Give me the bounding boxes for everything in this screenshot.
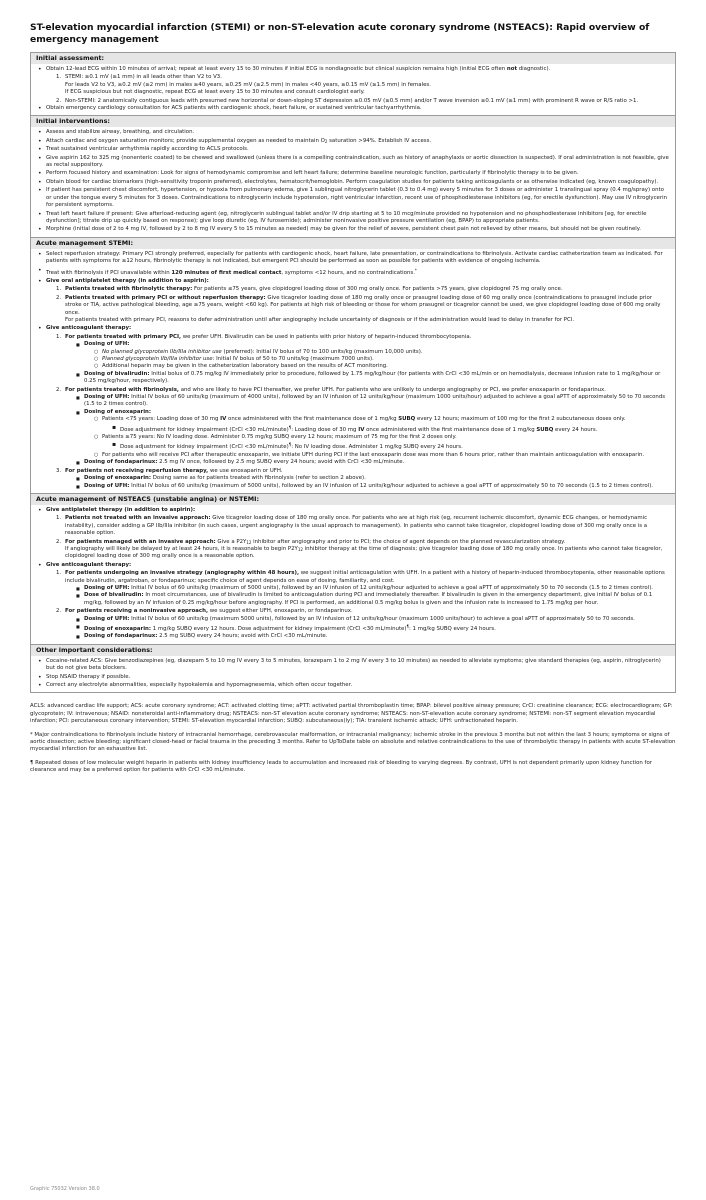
list-item bbox=[75, 409, 669, 459]
text-bold: Dosing of fondaparinux: bbox=[84, 459, 158, 466]
list-item bbox=[37, 562, 669, 641]
text-bold: For patients undergoing an invasive strategy (angiography within 48 hours), bbox=[65, 570, 299, 577]
text: diagnostic). bbox=[517, 66, 551, 72]
list-item bbox=[56, 515, 669, 537]
list-item bbox=[94, 349, 669, 356]
list-item: • Select reperfusion strategy: Primary PCI strongly preferred, especially for patients with cardiogenic shock, heart failure, late presentation, or contraindications to fibrinolysis. Activate cardiac catheterization team as indicated. For patients with symptoms for ≥12 hours, fibrinolytic therapy is not indicated, but emergent PCI should be performed as soon as possible for patients with evidence of ongoing ischemia. bbox=[37, 251, 669, 266]
graphic-version-label: Graphic 75032 Version 38.0 bbox=[30, 1186, 100, 1192]
list-item bbox=[37, 138, 669, 145]
subscript: 12 bbox=[246, 539, 252, 545]
footnote-mark: * bbox=[414, 267, 417, 273]
list-number: 2. bbox=[56, 608, 62, 615]
overview-table bbox=[30, 52, 676, 693]
list-item bbox=[94, 434, 669, 452]
section-other bbox=[31, 656, 675, 693]
list-item: • Stop NSAID therapy if possible. bbox=[37, 674, 669, 681]
text-bold: Dosing of enoxaparin: bbox=[84, 475, 152, 482]
list-number: 1. bbox=[56, 515, 62, 522]
abbreviations-note: ACLS: advanced cardiac life support; ACS: acute coronary syndrome; ACT: activated clotting time; aPTT: activated partial thromboplastin time; BPAP: bilevel positive airway pressure; CrCl: creatinine clearance; ECG: electrocardiogram; GP: glycoprotein; IV: intravenous; NSAID: nonsteroidal anti-inflammatory drug; NSTEACS: non-ST elevation acute coronary syndrome; NSTEACS: non-ST-elevation acute coronary syndrome; NSTEMI: non-ST segment elevation myocardial infarction; PCI: percutaneous coronary intervention; STEMI: ST-elevation myocardial infarction; SUBQ: subcutaneous(ly); TIA: transient ischemic attack; UFH: unfractionated heparin. bbox=[30, 703, 673, 725]
text-bold: Dose of bivalirudin: bbox=[84, 592, 144, 599]
text: Patients <75 years: Loading dose of 30 mg bbox=[102, 416, 221, 423]
text: Obtain 12-lead ECG within 10 minutes of arrival; repeat at least every 15 to 30 minutes if initial ECG is nondiagnostic but clinical suspicion remains high (initial ECG often bbox=[46, 66, 507, 72]
text: For patients treated with primary PCI, reasons to defer administration until after angiography include uncertainty of diagnosis or if the administration would lead to delay in transfer for PCI. bbox=[65, 316, 575, 323]
text: we suggest either UFH, enoxaparin, or fondaparinux. bbox=[208, 608, 353, 615]
list-item: • Assess and stabilize airway, breathing, and circulation. bbox=[37, 129, 669, 136]
text: Treat with fibrinolysis if PCI unavailable within bbox=[46, 269, 172, 276]
text-block bbox=[65, 546, 669, 561]
section-heading-stemi: Acute management STEMI: bbox=[31, 237, 675, 249]
text: Initial IV bolus of 60 units/kg (maximum of 5000 units), followed by an IV infusion of 12 units/kg/hour adjusted to achieve a goal aPTT of approximately 50 to 70 seconds (1.5 to 2 times control). bbox=[129, 584, 654, 591]
list-item bbox=[75, 623, 669, 633]
text: , symptoms <12 hours, and no contraindications. bbox=[281, 269, 415, 276]
list-item: • Give aspirin 162 to 325 mg (nonenteric coated) to be chewed and swallowed (unless there is a compelling contraindication, such as history of anaphylaxis or aortic dissection is suspected). If oral administration is not feasible, give as rectal suppository. bbox=[37, 155, 669, 170]
text: : Loading dose of 30 mg bbox=[291, 426, 359, 433]
text: STEMI: ≥0.1 mV (≥1 mm) in all leads other than V2 to V3. bbox=[65, 74, 222, 81]
list-item bbox=[56, 98, 669, 105]
list-item bbox=[75, 459, 669, 466]
list-number: 1. bbox=[56, 570, 62, 577]
section-initial-interventions bbox=[31, 127, 675, 236]
text: we suggest initial anticoagulation with UFH. In a patient with a history of heparin-induced thrombocytopenia, other reasonable options include bivalirudin, argatroban, or fondaparinux; specific choice of agent depends on ease of dosing, familiarity, and cost. bbox=[65, 570, 665, 584]
list-item: • Obtain blood for cardiac biomarkers (high-sensitivity troponin preferred), electrolytes, hematocrit/hemoglobin. Perform coagulation studies for patients taking anticoagulants or as otherwise indicated (eg, known coagulopathy). bbox=[37, 179, 669, 186]
text-bold: Dosing of fondaparinux: bbox=[84, 633, 158, 640]
text: 2.5 mg SUBQ every 24 hours; avoid with CrCl <30 mL/minute. bbox=[157, 633, 328, 640]
footnotes bbox=[30, 703, 676, 774]
text: once administered with the first maintenance dose of 1 mg/kg bbox=[364, 426, 537, 433]
list-item bbox=[75, 371, 669, 386]
list-item: • Perform focused history and examination: Look for signs of hemodynamic compromise and left heart failure; determine baseline neurologic function, particularly if fibrinolytic therapy is to be given. bbox=[37, 170, 669, 177]
list-item bbox=[112, 441, 669, 451]
text-bold: Patients not treated with an invasive approach: bbox=[65, 515, 211, 522]
list-item bbox=[37, 507, 669, 561]
subscript: 2 bbox=[324, 138, 328, 144]
text: inhibitor after angiography and prior to PCI; the choice of agent depends on the planned revascularization strategy. bbox=[251, 538, 566, 545]
text-bold: Dosing of UFH: bbox=[84, 482, 130, 489]
list-number: 2. bbox=[56, 294, 62, 301]
section-heading-initial-interventions: Initial interventions: bbox=[31, 115, 675, 127]
text-bold: Give anticoagulant therapy: bbox=[46, 561, 132, 568]
text-bold: Patients treated with primary PCI or without reperfusion therapy: bbox=[65, 294, 266, 301]
text-bold: Dosing of bivalirudin: bbox=[84, 370, 150, 377]
text-bold: For patients not receiving reperfusion therapy, bbox=[65, 467, 209, 474]
text-bold: not bbox=[506, 66, 518, 72]
list-item: • Cocaine-related ACS: Give benzodiazepines (eg, diazepam 5 to 10 mg IV every 3 to 5 minutes, lorazepam 1 to 2 mg IV every 3 to 10 minutes) as needed to alleviate symptoms; give standard therapies (eg, aspirin, nitroglycerin) but do not give beta blockers. bbox=[37, 658, 669, 673]
text: Initial bolus of 0.75 mg/kg IV immediately prior to procedure, followed by 1.75 mg/kg/hour (for patients with CrCl <30 mL/min or on hemodialysis, decrease infusion rate to 1 mg/kg/hour or 0.25 mg/kg/hour, respectively). bbox=[84, 370, 661, 385]
text-italic: No planned glycoprotein IIb/IIIa inhibitor use bbox=[102, 348, 222, 355]
list-item bbox=[56, 570, 669, 607]
list-item: • Treat sustained ventricular arrhythmia rapidly according to ACLS protocols. bbox=[37, 146, 669, 153]
list-item bbox=[75, 483, 669, 490]
list-item bbox=[75, 592, 669, 607]
list-item bbox=[56, 387, 669, 467]
list-item bbox=[75, 394, 669, 409]
text-italic: Planned glycoprotein IIb/IIIa inhibitor use bbox=[102, 356, 213, 362]
list-item bbox=[56, 468, 669, 490]
text-bold: For patients treated with primary PCI, bbox=[65, 333, 182, 340]
list-number: 2. bbox=[56, 97, 62, 104]
text-bold: Give anticoagulant therapy: bbox=[46, 325, 132, 332]
list-number: 1. bbox=[56, 333, 62, 340]
text-bold: Dosing of enoxaparin: bbox=[84, 626, 152, 632]
text: In most circumstances, use of bivalirudin is limited to anticoagulation during PCI and immediately thereafter. If bivalirudin is given in the emergency department, give initial IV bolus of 0.1 mg/kg, followed by an IV infusion of 0.25 mg/kg/hour before angiography. If PCI is performed, an additional 0.5 mg/kg bolus is given and the infusion rate is increased to 1.75 mg/kg per hour. bbox=[84, 592, 653, 606]
text-bold: For patients treated with fibrinolysis, bbox=[65, 386, 179, 393]
text-bold: Dosing of UFH: bbox=[84, 341, 130, 348]
list-item bbox=[75, 475, 669, 482]
text: Give a P2Y bbox=[215, 538, 247, 545]
text-bold: Give antiplatelet therapy (in addition to aspirin): bbox=[46, 506, 196, 513]
page-title: ST-elevation myocardial infarction (STEMI) or non-ST-elevation acute coronary syndrome (NSTEACS): Rapid overview of emergency management bbox=[30, 22, 650, 45]
text-bold: Dosing of enoxaparin: bbox=[84, 408, 152, 415]
list-item bbox=[112, 424, 669, 434]
text: Dose adjustment for kidney impairment (CrCl <30 mL/minute) bbox=[120, 444, 289, 451]
text-bold: IV bbox=[220, 416, 227, 423]
list-item: ○ Additional heparin may be given in the catheterization laboratory based on the results of ACT monitoring. bbox=[94, 363, 669, 370]
text-bold: For patients managed with an invasive approach: bbox=[65, 538, 216, 545]
footnote-mark: ¶ bbox=[288, 442, 292, 448]
section-initial-assessment bbox=[31, 64, 675, 115]
text: For leads V2 to V3, ≥0.2 mV (≥2 mm) in males ≥40 years, ≥0.25 mV (≥2.5 mm) in males <40 years, ≥0.15 mV (≥1.5 mm) in females. bbox=[65, 81, 431, 88]
text: Non-STEMI: 2 anatomically contiguous leads with presumed new horizontal or down-sloping ST depression ≥0.05 mV (≥0.5 mm) and/or T wave inversion ≥0.1 mV (≥1 mm) with prominent R wave or R/S ratio >1. bbox=[65, 97, 639, 104]
list-item bbox=[37, 66, 669, 105]
list-item bbox=[37, 267, 669, 277]
list-item bbox=[56, 286, 669, 293]
text: every 24 hours. bbox=[553, 426, 598, 433]
list-number: 1. bbox=[56, 286, 62, 293]
text-bold: 120 minutes of first medical contact bbox=[171, 269, 282, 276]
footnote-mark: ¶ bbox=[406, 624, 410, 629]
section-heading-initial-assessment: Initial assessment: bbox=[31, 53, 675, 64]
text: If ECG suspicious but not diagnostic, repeat ECG at least every 15 to 30 minutes and consult cardiologist early. bbox=[65, 89, 365, 96]
text-bold: Patients treated with fibrinolytic therapy: bbox=[65, 286, 193, 293]
text: Initial IV bolus of 60 units/kg (maximum of 5000 units), followed by an IV infusion of 12 units/kg/hour adjusted to achieve a goal aPTT of approximately 50 to 70 seconds (1.5 to 2 times control). bbox=[129, 482, 654, 489]
list-item: • If patient has persistent chest discomfort, hypertension, or hypoxia from pulmonary edema, give 1 sublingual nitroglycerin tablet (0.3 to 0.4 mg) every 5 minutes for 3 doses or administer 1 translingual spray (0.4 mg/spray) onto or under the tongue every 5 minutes for 3 doses. Contraindications to nitroglycerin include hypotension, right ventricular infarction, recent use of phosphodiesterase inhibitors (eg, for erectile dysfunction). May use IV nitroglycerin for persistent symptoms. bbox=[37, 187, 669, 209]
text: saturation >94%. Establish IV access. bbox=[327, 137, 432, 144]
list-item: • Correct any electrolyte abnormalities, especially hypokalemia and hypomagnesemia, which often occur together. bbox=[37, 682, 669, 689]
list-number: 2. bbox=[56, 386, 62, 393]
text-bold: IV bbox=[358, 426, 365, 433]
text-bold: Dosing of UFH: bbox=[84, 394, 130, 401]
text: : Initial IV bolus of 50 to 70 units/kg (maximum 7000 units). bbox=[212, 356, 374, 362]
list-item bbox=[56, 608, 669, 641]
list-item bbox=[56, 539, 669, 561]
list-item bbox=[75, 341, 669, 371]
list-number: 3. bbox=[56, 467, 62, 474]
text-bold: Give oral antiplatelet therapy (in addition to aspirin): bbox=[46, 277, 209, 284]
list-item bbox=[37, 325, 669, 490]
list-item bbox=[94, 416, 669, 434]
section-heading-nsteacs: Acute management of NSTEACS (unstable angina) or NSTEMI: bbox=[31, 493, 675, 505]
text: every 12 hours; maximum of 100 mg for the first 2 subcutaneous doses only. bbox=[415, 416, 626, 423]
list-item bbox=[75, 616, 669, 623]
text: once administered with the first maintenance dose of 1 mg/kg bbox=[226, 416, 399, 423]
text: Patients ≥75 years: No IV loading dose. Administer 0.75 mg/kg SUBQ every 12 hours; maximum of 75 mg for the first 2 doses only. bbox=[102, 434, 457, 441]
list-item bbox=[37, 278, 669, 324]
text: 1 mg/kg SUBQ every 12 hours. Dose adjustment for kidney impairment (CrCl <30 mL/minute) bbox=[151, 626, 407, 632]
text: inhibitor therapy at the time of diagnosis; give ticagrelor loading dose of 180 mg orally once. In patients who cannot take ticagrelor, clopidogrel loading dose of 300 mg orally once is a reasonable option. bbox=[65, 545, 663, 560]
list-item: • Morphine (initial dose of 2 to 4 mg IV, followed by 2 to 8 mg IV every 5 to 15 minutes as needed) may be given for the relief of severe, persistent chest pain not relieved by other means, but should not be given routinely. bbox=[37, 226, 669, 233]
text: Give ticagrelor loading dose of 180 mg orally once. For patients who are at high risk (eg, recurrent ischemic discomfort, dynamic ECG changes, or hemodynamic instability), consider adding a GP IIb/IIIa inhibitor (in such cases, urgent angiography is the usual approach to management). In patients who cannot take ticagrelor, clopidogrel loading dose of 300 mg orally once is a reasonable option. bbox=[65, 515, 648, 537]
text-bold: SUBQ bbox=[398, 416, 416, 423]
subscript: 12 bbox=[297, 546, 303, 552]
text: : No IV loading dose. Administer 1 mg/kg SUBQ every 24 hours. bbox=[291, 444, 463, 451]
section-heading-other: Other important considerations: bbox=[31, 644, 675, 656]
text: Attach cardiac and oxygen saturation monitors; provide supplemental oxygen as needed to maintain O bbox=[46, 137, 325, 144]
list-item bbox=[56, 334, 669, 386]
list-item bbox=[75, 633, 669, 640]
text: If angiography will likely be delayed by at least 24 hours, it is reasonable to begin P2Y bbox=[65, 545, 298, 552]
text: we prefer UFH. Bivalirudin can be used in patients with prior history of heparin-induced thrombocytopenia. bbox=[181, 333, 472, 340]
text: Initial IV bolus of 60 units/kg (maximum of 4000 units), followed by an IV infusion of 12 units/kg/hour (maximum 1000 units/hour) adjusted to achieve a goal aPTT of approximately 50 to 70 seconds (1.5 to 2 times control). bbox=[84, 394, 666, 408]
lmwh-footnote: ¶ Repeated doses of low molecular weight heparin in patients with kidney insufficiency leads to accumulation and increased risk of bleeding to varying degrees. By contrast, UFH is not dependent primarily upon kidney function for clearance and may be a preferred option for patients with CrCl <30 mL/minute. bbox=[30, 759, 652, 774]
list-item: • Obtain emergency cardiology consultation for ACS patients with cardiogenic shock, heart failure, or sustained ventricular tachyarrhythmia. bbox=[37, 105, 669, 112]
text: and who are likely to have PCI thereafter, we prefer UFH. For patients who are unlikely to undergo angiography or PCI, we prefer enoxaparin or fondaparinux. bbox=[178, 386, 606, 393]
text: we use enoxaparin or UFH. bbox=[208, 467, 283, 474]
text-bold: Dosing of UFH: bbox=[84, 584, 130, 591]
list-item bbox=[56, 295, 669, 325]
list-number: 2. bbox=[56, 538, 62, 545]
section-nsteacs bbox=[31, 505, 675, 644]
text: (preferred): Initial IV bolus of 70 to 100 units/kg (maximum 10,000 units). bbox=[221, 348, 423, 355]
list-item bbox=[56, 74, 669, 96]
text-bold: For patients receiving a noninvasive approach, bbox=[65, 608, 208, 615]
text-bold: Dosing of UFH: bbox=[84, 615, 130, 622]
text: Dose adjustment for kidney impairment (CrCl <30 mL/minute) bbox=[120, 426, 289, 433]
text: Dosing same as for patients treated with fibrinolysis (refer to section 2 above). bbox=[151, 475, 366, 482]
text: For patients ≤75 years, give clopidogrel loading dose of 300 mg orally once. For patients >75 years, give clopidogrel 75 mg orally once. bbox=[192, 286, 563, 293]
footnote-mark: ¶ bbox=[288, 424, 292, 430]
list-number: 1. bbox=[56, 74, 62, 81]
text: 2.5 mg IV once, followed by 2.5 mg SUBQ every 24 hours; avoid with CrCl <30 mL/minute. bbox=[157, 459, 405, 466]
text: Initial IV bolus of 60 units/kg (maximum 5000 units), followed by an IV infusion of 12 units/kg/hour (maximum 1000 units/hour) to achieve a goal aPTT of approximately 50 to 70 seconds. bbox=[129, 615, 635, 622]
list-item bbox=[75, 585, 669, 592]
list-item: ○ For patients who will receive PCI after therapeutic enoxaparin, we initiate UFH during PCI if the last enoxaparin dose was more than 6 hours prior, rather than maintain anticoagulation with enoxaparin. bbox=[94, 452, 669, 459]
text-bold: SUBQ bbox=[536, 426, 554, 433]
text: : 1 mg/kg SUBQ every 24 hours. bbox=[409, 626, 496, 632]
fibrinolysis-footnote: * Major contraindications to fibrinolysis include history of intracranial hemorrhage, cerebrovascular malformation, or intracranial malignancy; ischemic stroke in the previous 3 months but not within the last 3 hours; symptoms or signs of aortic dissection; active bleeding; significant closed-head or facial trauma in the preceding 3 months. Refer to UpToDate table on absolute and relative contraindications to the use of thrombolytic therapy in patients with acute ST-elevation myocardial infarction for an exhaustive list. bbox=[30, 731, 676, 753]
section-stemi bbox=[31, 249, 675, 493]
list-item bbox=[94, 356, 669, 363]
text: Give ticagrelor loading dose of 180 mg orally once or prasugrel loading dose of 60 mg orally once (contraindications to prasugrel include prior stroke or TIA, active pathological bleeding, age ≥75 years, weight <60 kg). For patients at high risk of bleeding or those for whom prasugrel or ticagrelor cannot be used, we give clopidogrel loading dose of 600 mg orally once. bbox=[65, 294, 661, 316]
list-item: • Treat left heart failure if present: Give afterload-reducing agent (eg, nitroglycerin sublingual tablet and/or IV drip starting at 5 to 10 mcg/minute provided no hypotension and no phosphodiesterase inhibitors [eg, for erectile dysfunction]; titrate drip up quickly based on response); give loop diuretic (eg, IV furosemide); administer noninvasive positive pressure ventilation (eg, BPAP) to appropriate patients. bbox=[37, 211, 669, 226]
